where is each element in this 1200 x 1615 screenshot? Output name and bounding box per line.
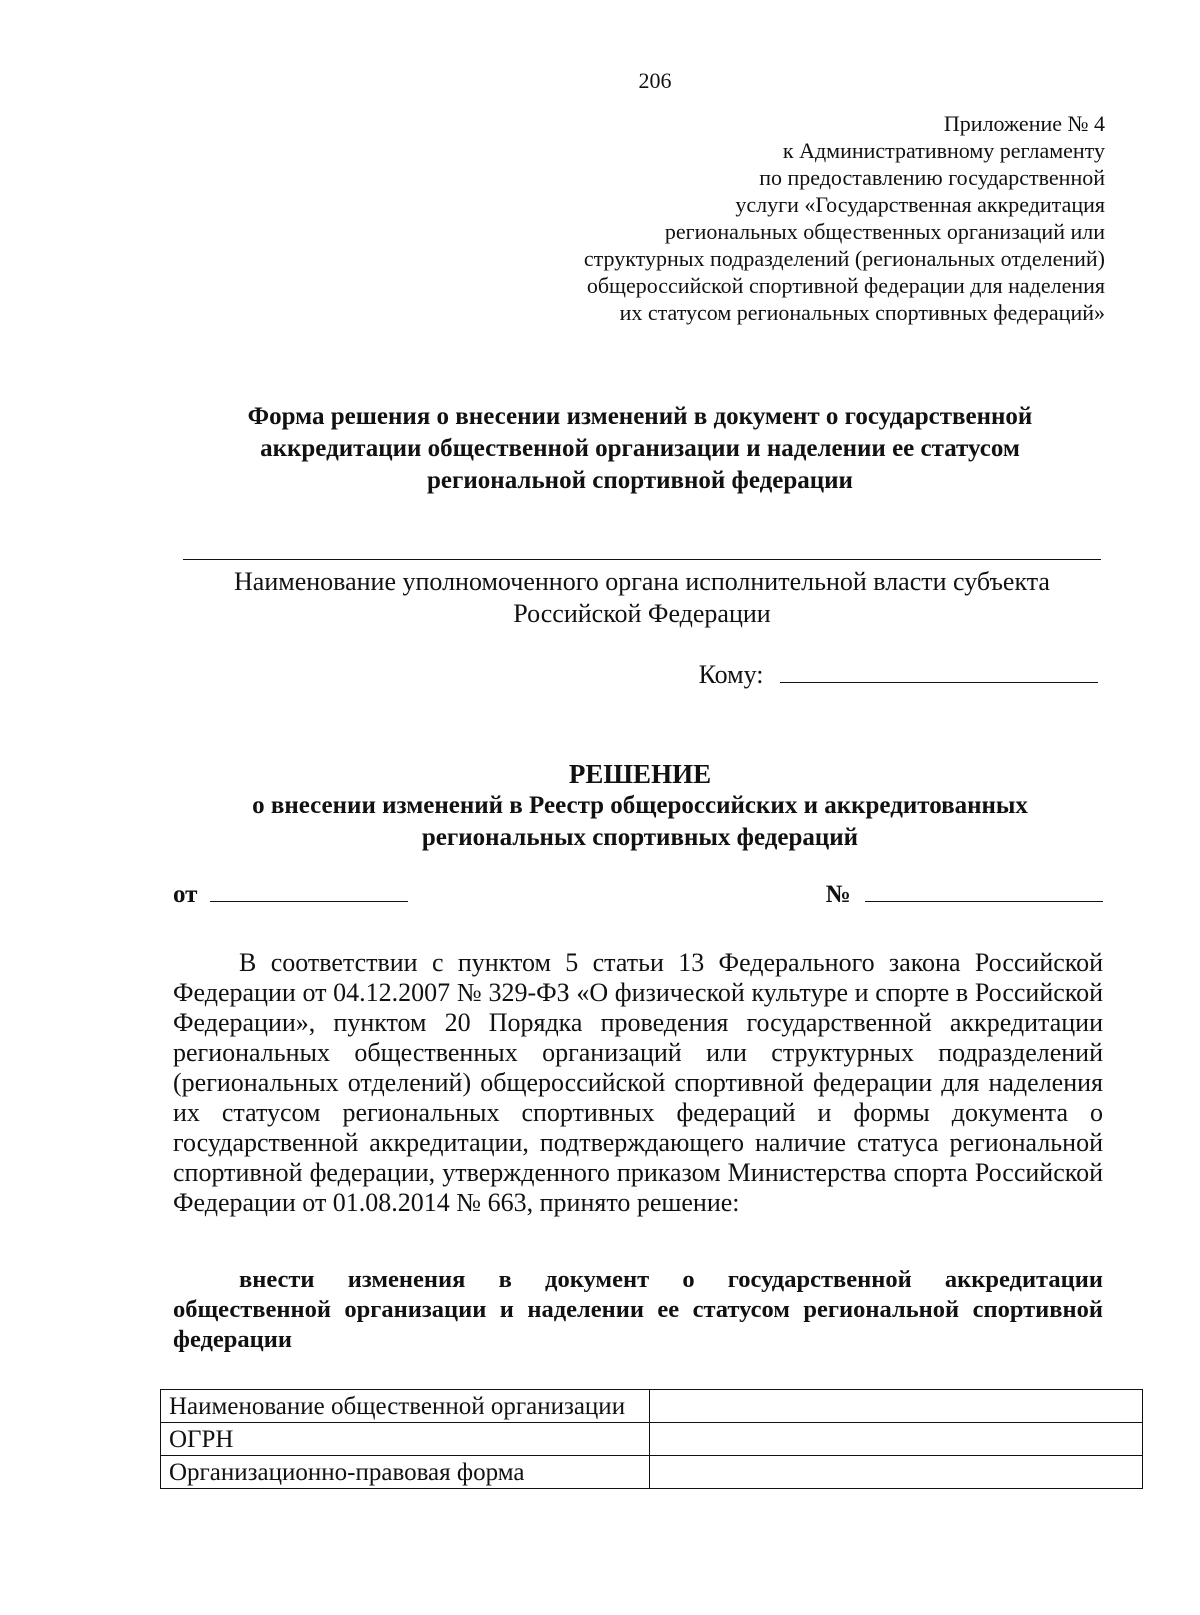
appendix-line: к Административному регламенту	[782, 138, 1105, 163]
number-group	[826, 881, 1103, 909]
appendix-line: общероссийской спортивной федерации для наделения	[586, 273, 1105, 298]
authority-caption	[183, 566, 1101, 630]
table-cell-value[interactable]	[650, 1456, 1143, 1489]
appendix-line: услуги «Государственная аккредитация	[735, 192, 1105, 217]
organization-table	[160, 1389, 1143, 1489]
date-label: от	[173, 881, 198, 908]
table-cell-label: ОГРН	[161, 1423, 650, 1456]
decision-subtitle-line: о внесении изменений в Реестр общероссийских и аккредитованных	[252, 792, 1028, 819]
appendix-line: их статусом региональных спортивных федераций»	[619, 300, 1105, 325]
table-row	[161, 1390, 1143, 1423]
form-title	[180, 401, 1100, 497]
date-field[interactable]	[210, 881, 408, 902]
form-title-line: аккредитации общественной организации и наделении ее статусом	[260, 435, 1020, 462]
date-group	[173, 881, 408, 909]
body-paragraph: В соответствии с пунктом 5 статьи 13 Федерального закона Российской Федерации от 04.12.2007 № 329-ФЗ «О физической культуре и спорте в Российской Федерации», пунктом 20 Порядка проведения государственной аккредитации региональных общественных организаций или структурных подразделений (региональных отделений) общероссийской спортивной федерации для наделения их статусом региональных спортивных федераций и формы документа о государственной аккредитации, подтверждающего наличие статуса региональной спортивной федерации, утвержденного приказом Министерства спорта Российской Федерации от 01.08.2014 № 663, принято решение:	[173, 948, 1103, 1217]
table-cell-value[interactable]	[650, 1423, 1143, 1456]
form-title-line: Форма решения о внесении изменений в документ о государственной	[247, 403, 1033, 430]
appendix-line: по предоставлению государственной	[759, 165, 1105, 190]
page-number: 206	[638, 68, 672, 93]
number-field[interactable]	[865, 881, 1103, 902]
appendix-line: структурных подразделений (региональных отделений)	[583, 246, 1105, 271]
number-label: №	[825, 881, 851, 908]
appendix-block	[584, 110, 1105, 326]
appendix-line: региональных общественных организаций или	[664, 219, 1105, 244]
decision-statement: внести изменения в документ о государственной аккредитации общественной организации и наделении ее статусом региональной спортивной федерации	[173, 1266, 1103, 1353]
table-row	[161, 1456, 1143, 1489]
authority-fill-line[interactable]	[183, 559, 1101, 560]
table-cell-label: Организационно-правовая форма	[161, 1456, 650, 1489]
form-title-line: региональной спортивной федерации	[427, 467, 853, 494]
decision-title: РЕШЕНИЕ	[568, 759, 712, 789]
recipient-label: Кому:	[698, 660, 764, 689]
authority-line: Российской Федерации	[513, 599, 771, 628]
table-cell-label: Наименование общественной организации	[161, 1390, 650, 1423]
table-row	[161, 1423, 1143, 1456]
appendix-line: Приложение № 4	[943, 111, 1105, 136]
table-cell-value[interactable]	[650, 1390, 1143, 1423]
decision-subtitle-line: региональных спортивных федераций	[421, 824, 859, 851]
decision-heading	[180, 758, 1100, 854]
recipient-row	[699, 660, 1098, 690]
recipient-field[interactable]	[780, 662, 1098, 683]
authority-line: Наименование уполномоченного органа исполнительной власти субъекта	[234, 567, 1050, 596]
